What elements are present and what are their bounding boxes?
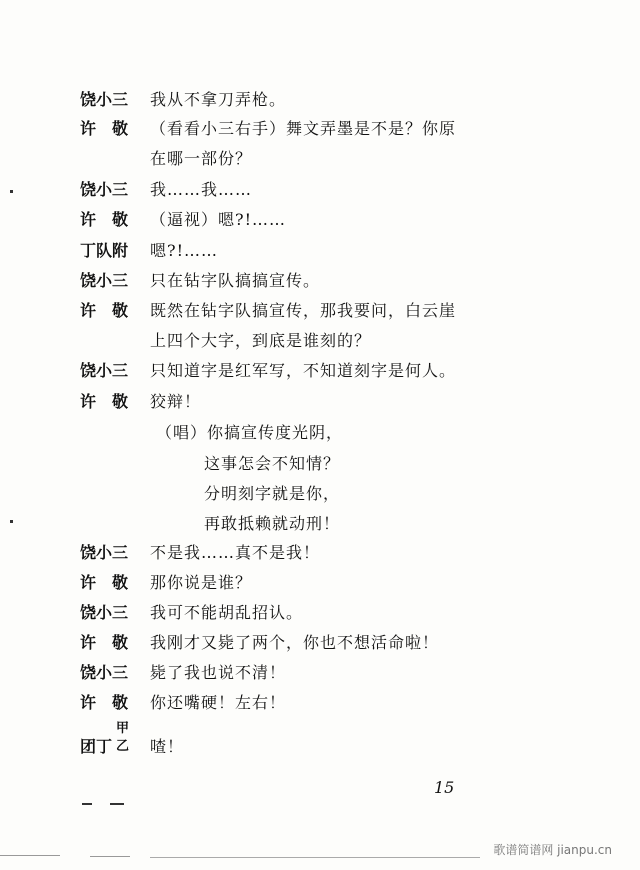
scan-speck	[82, 803, 92, 805]
speaker-name: 饶小三	[80, 603, 129, 622]
speaker-name: 丁队附	[80, 241, 129, 260]
scan-speck	[110, 803, 124, 805]
song-text: （唱）你搞宣传度光阴，	[156, 423, 344, 442]
speaker-name: 饶小三	[80, 180, 129, 199]
scan-speck	[10, 520, 13, 523]
speaker-name: 饶小三	[80, 90, 129, 109]
dialogue-text: 我从不拿刀弄枪。	[150, 90, 287, 109]
dialogue-text: 嗯?!……	[150, 241, 219, 260]
dialogue-text: 我……我……	[150, 180, 253, 199]
speaker-name: 许 敬	[80, 693, 129, 712]
scan-edge-line	[0, 855, 60, 856]
speaker-name: 饶小三	[80, 663, 129, 682]
speaker-name: 许 敬	[80, 573, 129, 592]
speaker-name: 饶小三	[80, 543, 129, 562]
dialogue-text: 我刚才又毙了两个，你也不想活命啦！	[150, 633, 440, 652]
scan-edge-line	[150, 857, 480, 858]
speaker-name: 许 敬	[80, 119, 129, 138]
watermark: 歌谱简谱网 jianpu.cn	[493, 843, 612, 857]
scan-speck	[10, 190, 13, 193]
dialogue-text: 喳！	[150, 737, 185, 756]
dialogue-text: 那你说是谁？	[150, 573, 253, 592]
speaker-name: 许 敬	[80, 210, 129, 229]
dialogue-text: 你还嘴硬！左右！	[150, 693, 287, 712]
speaker-name: 许 敬	[80, 301, 129, 320]
speaker-name: 饶小三	[80, 271, 129, 290]
dialogue-text: 我可不能胡乱招认。	[150, 603, 304, 622]
speaker-name: 饶小三	[80, 361, 129, 380]
speaker-name: 许 敬	[80, 392, 129, 411]
dialogue-text: 毙了我也说不清！	[150, 663, 287, 682]
speaker-suffix-bottom: 乙	[116, 739, 130, 754]
dialogue-text: 只知道字是红军写，不知道刻字是何人。	[150, 361, 457, 380]
dialogue-text: 狡辩！	[150, 392, 202, 411]
dialogue-text: 在哪一部份？	[150, 149, 253, 168]
scan-edge-line	[90, 856, 130, 857]
speaker-group	[80, 720, 150, 764]
page-number: 15	[434, 778, 455, 797]
song-text: 这事怎会不知情？	[204, 454, 341, 473]
song-text: 分明刻字就是你，	[204, 484, 341, 503]
dialogue-text: 上四个大字，到底是谁刻的？	[150, 331, 372, 350]
song-text: 再敢抵赖就动刑！	[204, 514, 341, 533]
speaker-suffix-top: 甲	[116, 721, 130, 736]
speaker-name: 团丁	[80, 737, 113, 756]
speaker-name: 许 敬	[80, 633, 129, 652]
dialogue-text: 不是我……真不是我！	[150, 543, 321, 562]
dialogue-text: 既然在钻字队搞宣传，那我要问，白云崖	[150, 301, 457, 320]
dialogue-text: （逼视）嗯?!……	[150, 210, 287, 229]
dialogue-text: 只在钻字队搞搞宣传。	[150, 271, 321, 290]
dialogue-text: （看看小三右手）舞文弄墨是不是？你原	[150, 119, 457, 138]
